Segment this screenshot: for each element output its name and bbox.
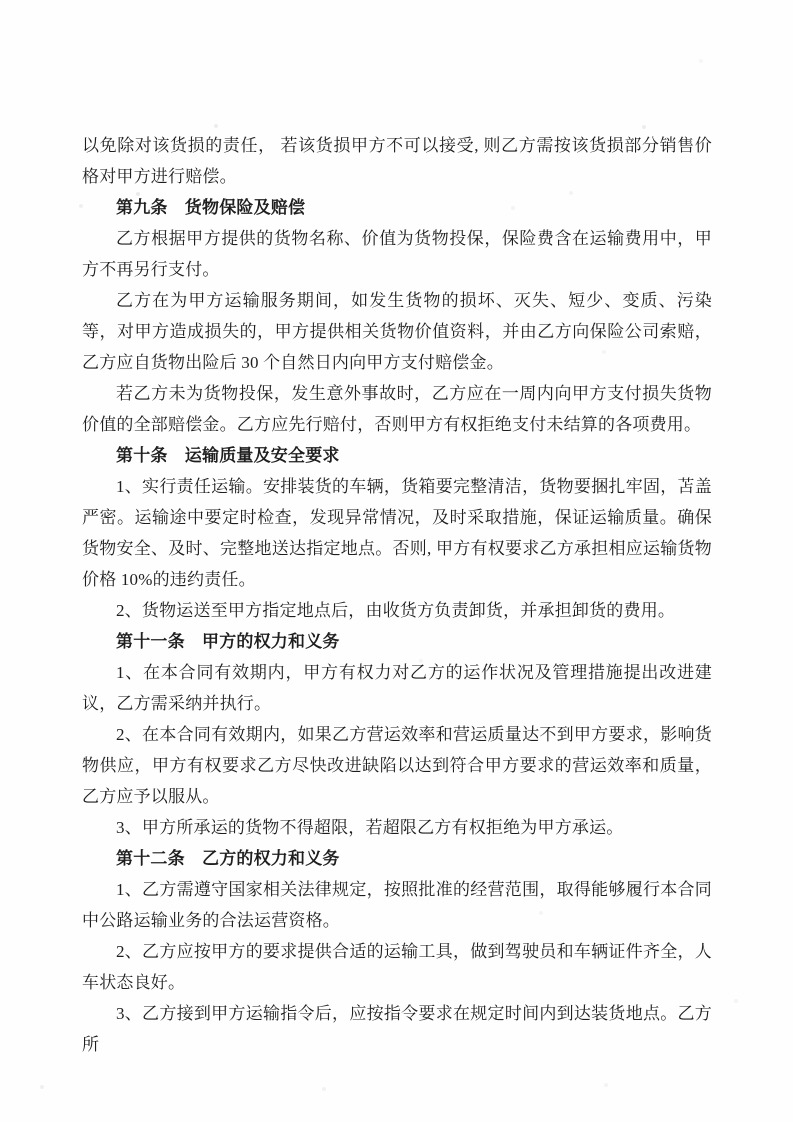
heading-article-10: 第十条 运输质量及安全要求 bbox=[116, 446, 340, 465]
contract-text-body bbox=[82, 130, 712, 1060]
paragraph-article12-3: 3、乙方接到甲方运输指令后，应按指令要求在规定时间内到达装货地点。乙方所 bbox=[82, 1004, 712, 1054]
paragraph-article11-2: 2、在本合同有效期内，如果乙方营运效率和营运质量达不到甲方要求，影响货物供应，甲方有权要求乙方尽快改进缺陷以达到符合甲方要求的营运效率和质量，乙方应予以服从。 bbox=[82, 725, 712, 806]
paragraph-article9-3: 若乙方未为货物投保，发生意外事故时，乙方应在一周内向甲方支付损失货物价值的全部赔偿金。乙方应先行赔付，否则甲方有权拒绝支付未结算的各项费用。 bbox=[82, 384, 712, 434]
paragraph-article11-3: 3、甲方所承运的货物不得超限，若超限乙方有权拒绝为甲方承运。 bbox=[116, 818, 624, 837]
heading-article-9: 第九条 货物保险及赔偿 bbox=[116, 198, 306, 217]
paragraph-article10-1: 1、实行责任运输。安排装货的车辆，货箱要完整清洁，货物要捆扎牢固，苫盖严密。运输途中要定时检查，发现异常情况，及时采取措施，保证运输质量。确保货物安全、及时、完整地送达指定地点。否则, 甲方有权要求乙方承担相应运输货物价格 10%的违约责任。 bbox=[82, 477, 712, 589]
paragraph-article10-2: 2、货物运送至甲方指定地点后，由收货方负责卸货，并承担卸货的费用。 bbox=[116, 601, 676, 620]
paragraph-article9-1: 乙方根据甲方提供的货物名称、价值为货物投保，保险费含在运输费用中，甲方不再另行支付。 bbox=[82, 229, 712, 279]
paragraph-carryover: 以免除对该货损的责任， 若该货损甲方不可以接受, 则乙方需按该货损部分销售价格对甲方进行赔偿。 bbox=[82, 136, 712, 186]
paragraph-article12-2: 2、乙方应按甲方的要求提供合适的运输工具，做到驾驶员和车辆证件齐全，人车状态良好。 bbox=[82, 942, 712, 992]
heading-article-12: 第十二条 乙方的权力和义务 bbox=[116, 849, 340, 868]
scan-noise bbox=[0, 0, 2, 2]
paragraph-article9-2: 乙方在为甲方运输服务期间，如发生货物的损坏、灭失、短少、变质、污染等，对甲方造成损失的，甲方提供相关货物价值资料，并由乙方向保险公司索赔，乙方应自货物出险后 30 个自然日内向甲方支付赔偿金。 bbox=[82, 291, 712, 372]
paragraph-article12-1: 1、乙方需遵守国家相关法律规定，按照批准的经营范围，取得能够履行本合同中公路运输业务的合法运营资格。 bbox=[82, 880, 712, 930]
heading-article-11: 第十一条 甲方的权力和义务 bbox=[116, 632, 340, 651]
paragraph-article11-1: 1、在本合同有效期内，甲方有权力对乙方的运作状况及管理措施提出改进建议，乙方需采纳并执行。 bbox=[82, 663, 712, 713]
